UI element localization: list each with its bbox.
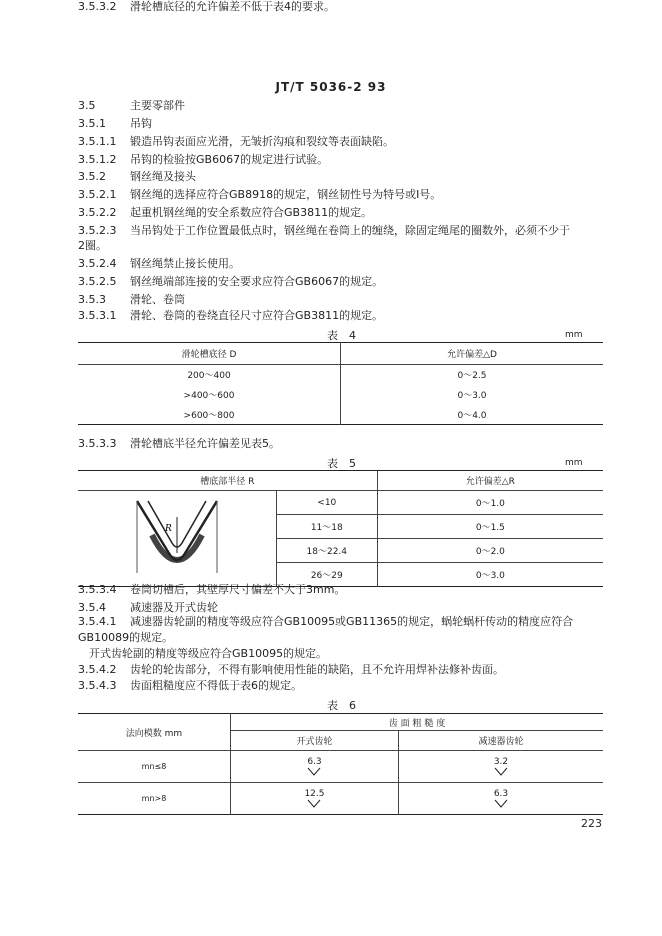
paragraph-line: 3.5.1.2 吊钩的检验按GB6067的规定进行试验。 [78,153,329,166]
table-row [78,365,603,385]
table5 [78,470,603,587]
table6-header-open-gear: 开式齿轮 [231,731,399,751]
paragraph-line: 2圈。 [78,239,107,252]
paragraph-line: 3.5.3 滑轮、卷筒 [78,293,185,306]
paragraph-line: 3.5.3.1 滑轮、卷筒的卷绕直径尺寸应符合GB3811的规定。 [78,309,384,322]
table5-header-tolerance: 允许偏差△R [465,477,515,487]
roughness-symbol-icon [494,799,508,808]
table5-radius-cell: 11～18 [276,515,377,539]
table4-diameter-cell: >400～600 [78,385,341,405]
table6-module-cell: mn≤8 [78,751,231,783]
table5-radius-cell: 18～22.4 [276,539,377,563]
page-number: 223 [581,817,602,830]
table5-tolerance-cell: 0～2.0 [475,547,505,557]
table6-module-cell: mn>8 [78,783,231,815]
paragraph-line: 3.5.4.2 齿轮的轮齿部分，不得有影响使用性能的缺陷，且不允许用焊补法修补齿面。 [78,663,504,676]
paragraph-line: 3.5 主要零部件 [78,99,185,112]
table6-roughness-cell: 6.3 [231,751,399,783]
roughness-symbol-icon [307,767,321,776]
paragraph-line: 3.5.3.2 滑轮槽底径的允许偏差不低于表4的要求。 [78,0,335,13]
table6-roughness-cell: 6.3 [398,783,603,815]
table4-header-diameter: 滑轮槽底径 D [78,343,341,365]
paragraph-line: 3.5.1 吊钩 [78,117,152,130]
table6-caption: 表 6 [327,699,356,712]
table6-roughness-cell: 12.5 [231,783,399,815]
table4-diameter-cell: >600～800 [78,405,341,425]
paragraph-line: 3.5.4 减速器及开式齿轮 [78,601,218,614]
paragraph-line: 3.5.2.4 钢丝绳禁止接长使用。 [78,257,240,270]
table-row [78,405,603,425]
table5-unit: mm [565,458,583,468]
table5-tolerance-cell: 0～3.0 [475,571,505,581]
table5-caption: 表 5 [327,457,356,470]
paragraph-line: 3.5.2.1 钢丝绳的选择应符合GB8918的规定，钢丝韧性号为特号或Ⅰ号。 [78,188,442,201]
radius-label: R [164,524,172,534]
table-row [78,385,603,405]
paragraph-line: 3.5.4.1 减速器齿轮副的精度等级应符合GB10095或GB11365的规定，蜗轮蜗杆传动的精度应符合 [78,615,574,628]
paragraph-3533: 3.5.3.3 滑轮槽底半径允许偏差见表5。 [78,437,280,450]
table4-tolerance-cell: 0～3.0 [457,391,487,401]
paragraph-line: GB10089的规定。 [78,631,174,644]
paragraph-line: 3.5.3.4 卷筒切槽后，其壁厚尺寸偏差不大于3mm。 [78,583,346,596]
table-row [78,783,603,815]
paragraph-line: 3.5.2.2 起重机钢丝绳的安全系数应符合GB3811的规定。 [78,206,373,219]
table5-radius-cell: 26～29 [276,563,377,587]
paragraph-line: 3.5.2 钢丝绳及接头 [78,170,196,183]
table4-tolerance-cell: 0～2.5 [457,371,487,382]
table4-tolerance-cell: 0～4.0 [457,410,487,421]
table4-caption: 表 4 [327,329,356,342]
table4-unit: mm [565,330,583,340]
paragraph-line: 开式齿轮副的精度等级应符合GB10095的规定。 [78,647,328,660]
page-header: JT/T 5036-2 93 [275,80,387,94]
table5-tolerance-cell: 0～1.5 [475,523,505,533]
table5-header-radius: 槽底部半径 R [78,471,377,491]
table6-header-module: 法向模数 mm [78,714,231,751]
paragraph-line: 3.5.1.1 锻造吊钩表面应光滑，无皱折沟痕和裂纹等表面缺陷。 [78,135,394,148]
table4-diameter-cell: 200～400 [78,365,341,385]
table4 [78,342,603,425]
table6 [78,713,603,815]
roughness-symbol-icon [307,799,321,808]
paragraph-line: 3.5.2.5 钢丝绳端部连接的安全要求应符合GB6067的规定。 [78,275,384,288]
table6-header-roughness: 齿 面 粗 糙 度 [231,714,604,731]
table6-header-reducer-gear: 减速器齿轮 [478,737,524,747]
roughness-symbol-icon [494,767,508,776]
paragraph-line: 3.5.4.3 齿面粗糙度应不得低于表6的规定。 [78,679,302,692]
groove-profile-diagram [132,495,222,579]
paragraph-line: 3.5.2.3 当吊钩处于工作位置最低点时，钢丝绳在卷筒上的缠绕，除固定绳尾的圈数外，必须不少于 [78,224,570,237]
groove-figure-cell [78,491,276,587]
table4-header-tolerance: 允许偏差△D [447,350,497,360]
table5-tolerance-cell: 0～1.0 [475,499,505,509]
table6-roughness-cell: 3.2 [398,751,603,783]
table5-radius-cell: <10 [276,491,377,515]
table-row [78,751,603,783]
